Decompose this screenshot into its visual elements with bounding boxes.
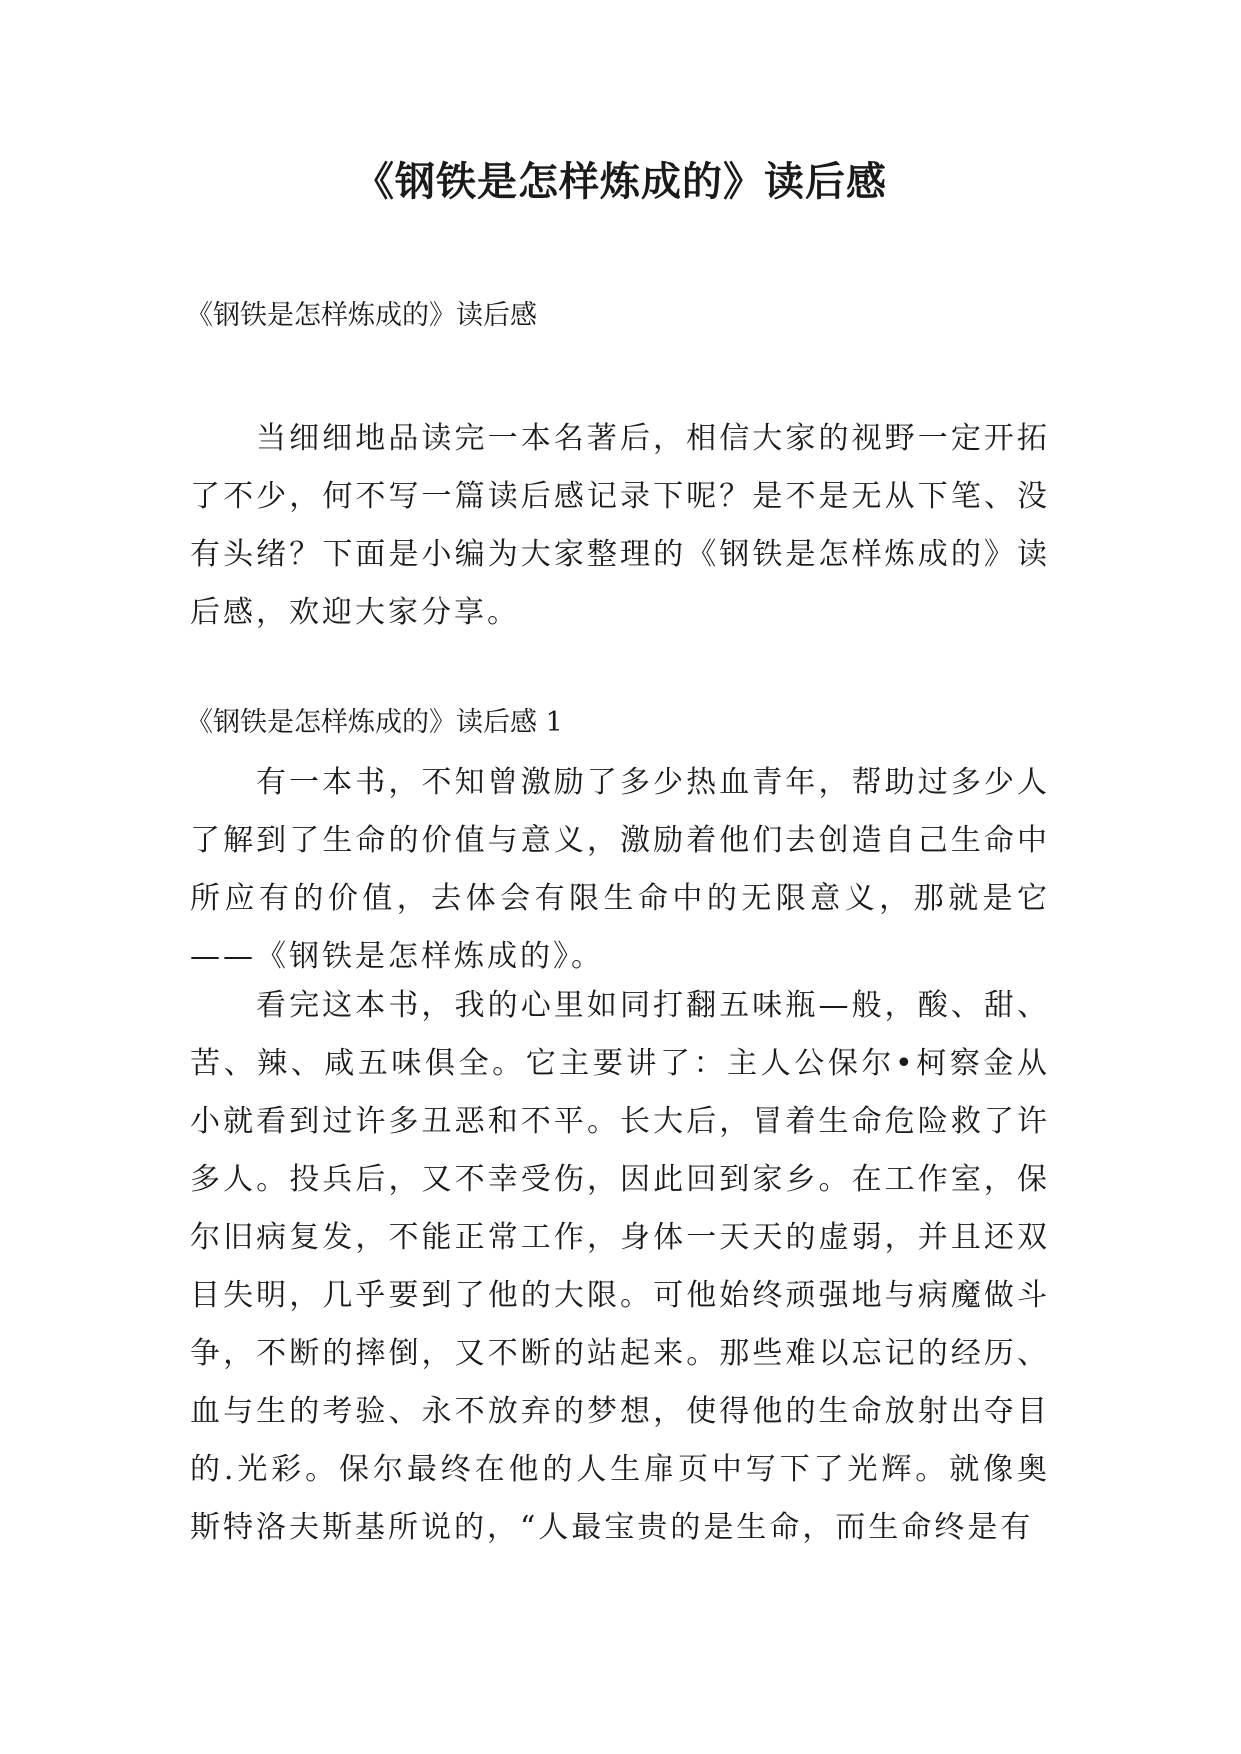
body-paragraph: 看完这本书，我的心里如同打翻五味瓶—般，酸、甜、苦、辣、咸五味俱全。它主要讲了：主人公保尔•柯察金从小就看到过许多丑恶和不平。长大后，冒着生命危险救了许多人。投兵后，又不幸受伤，因此回到家乡。在工作室，保尔旧病复发，不能正常工作，身体一天天的虚弱，并且还双目失明，几乎要到了他的大限。可他始终顽强地与病魔做斗争，不断的摔倒，又不断的站起来。那些难以忘记的经历、血与生的考验、永不放弃的梦想，使得他的生命放射出夺目的.光彩。保尔最终在他的人生扉页中写下了光辉。就像奥斯特洛夫斯基所说的，“人最宝贵的是生命，而生命终是有: [190, 988, 1050, 1545]
body-paragraph: 有一本书，不知曾激励了多少热血青年，帮助过多少人了解到了生命的价值与意义，激励着他们去创造自己生命中所应有的价值，去体会有限生命中的无限意义，那就是它——《钢铁是怎样炼成的》。: [190, 765, 1050, 974]
section-heading: 《钢铁是怎样炼成的》读后感 1: [186, 707, 563, 738]
intro-paragraph: 当细细地品读完一本名著后，相信大家的视野一定开拓了不少，何不写一篇读后感记录下呢？是不是无从下笔、没有头绪？下面是小编为大家整理的《钢铁是怎样炼成的》读后感，欢迎大家分享。: [190, 421, 1050, 630]
document-title: 《钢铁是怎样炼成的》读后感: [354, 159, 887, 205]
document-subtitle: 《钢铁是怎样炼成的》读后感: [186, 300, 537, 331]
